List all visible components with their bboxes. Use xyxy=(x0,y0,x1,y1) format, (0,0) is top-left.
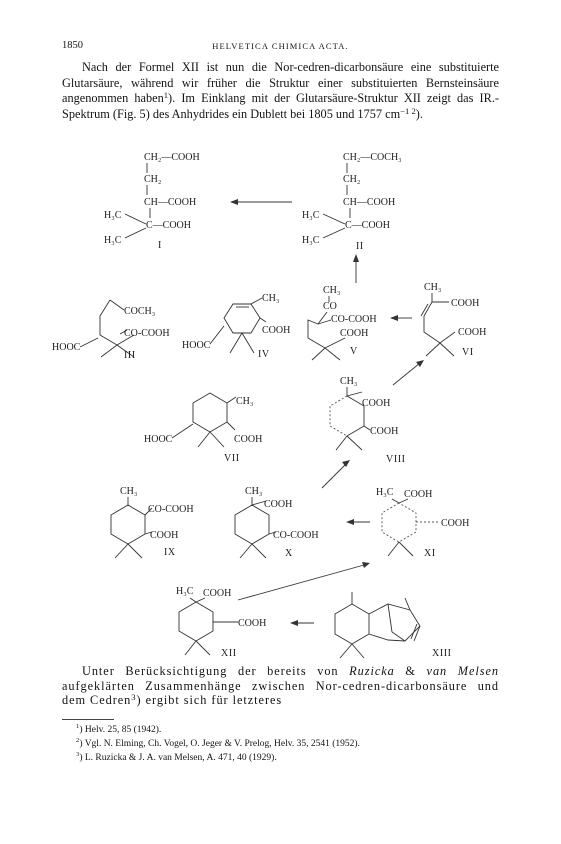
compound-XI-group-a: H₃C xyxy=(376,487,394,498)
compound-IX-group-a: CH₃ xyxy=(120,486,138,497)
compound-III-label: III xyxy=(124,350,136,361)
compound-II-line-4: C—COOH xyxy=(345,220,391,231)
footnote-1 xyxy=(76,725,161,735)
arrow-VIII-to-VI xyxy=(393,363,420,385)
compound-IV xyxy=(182,293,290,360)
compound-XI-label: XI xyxy=(424,548,436,559)
compound-V xyxy=(308,285,377,360)
compound-I-methyl-2: H₃C xyxy=(104,235,122,246)
paragraph-closing-text-2: aufgeklärten Zusammenhänge zwischen Nor-cedren-dicarbonsäure und dem Cedren xyxy=(62,678,499,707)
compound-VII-group-a: CH₃ xyxy=(236,396,254,407)
footnote-1-text: ) Helv. 25, 85 (1942). xyxy=(79,725,162,735)
compound-VII-label: VII xyxy=(224,453,240,464)
journal-title: HELVETICA CHIMICA ACTA. xyxy=(212,41,349,51)
compound-II-line-2: CH₂ xyxy=(343,174,361,185)
paragraph-closing-text-1: Unter Berücksichtigung der bereits von xyxy=(82,664,350,678)
compound-I-line-1: CH₂—COOH xyxy=(144,152,200,163)
compound-XII-label: XII xyxy=(221,648,237,659)
author-ruzicka: Ruzicka xyxy=(349,664,395,678)
compound-IX-group-b: CO-COOH xyxy=(148,504,194,515)
author-van-melsen: van Melsen xyxy=(426,664,499,678)
compound-XII-group-c: COOH xyxy=(238,618,267,629)
footnote-3 xyxy=(76,753,277,763)
footnote-3-number: 3 xyxy=(76,751,80,758)
compound-II-line-3: CH—COOH xyxy=(343,197,396,208)
compound-V-group-c: CO-COOH xyxy=(331,314,377,325)
compound-VIII-group-b: COOH xyxy=(362,398,391,409)
footnote-2-number: 2 xyxy=(76,737,80,744)
compound-V-group-a: CH₃ xyxy=(323,285,341,296)
compound-IV-group-b: COOH xyxy=(262,325,291,336)
compound-XIII-label: XIII xyxy=(432,648,452,659)
compound-VII xyxy=(144,393,262,464)
compound-II-line-1: CH₂—COCH₃ xyxy=(343,152,402,163)
compound-XII-group-b: COOH xyxy=(203,588,232,599)
paragraph-intro-text-1: Nach der Formel XII ist nun die Nor-cedren-dicarbonsäure eine substituierte Glutarsäure, während wir früher die Struktur einer substituierten Bernsteinsäure angenommen haben xyxy=(62,60,499,105)
compound-VI-label: VI xyxy=(462,347,474,358)
compound-V-label: V xyxy=(350,346,358,357)
compound-V-group-d: COOH xyxy=(340,328,369,339)
footnote-2 xyxy=(76,739,360,749)
paragraph-intro-text-2: ). Im Einklang mit der Glutarsäure-Struktur XII zeigt das IR.-Spektrum (Fig. 5) des Anhydrides ein Dublett bei 1805 und 1757 cm xyxy=(62,91,499,121)
compound-I-line-4: C—COOH xyxy=(146,220,192,231)
compound-VIII-group-a: CH₃ xyxy=(340,376,358,387)
compound-IV-group-a: CH₃ xyxy=(262,293,280,304)
compound-XI-group-c: COOH xyxy=(441,518,470,529)
compound-VIII-label: VIII xyxy=(386,454,406,465)
compound-VII-group-c: HOOC xyxy=(144,434,173,445)
compound-I-label: I xyxy=(158,240,162,251)
compound-III xyxy=(52,300,170,361)
compound-XII-group-a: H₃C xyxy=(176,586,194,597)
footnote-3-text: ) L. Ruzicka & J. A. van Melsen, A. 471, 40 (1929). xyxy=(79,753,277,763)
compound-I-line-3: CH—COOH xyxy=(144,197,197,208)
compound-VII-group-b: COOH xyxy=(234,434,263,445)
footnote-1-number: 1 xyxy=(76,723,80,730)
compound-X-label: X xyxy=(285,548,293,559)
compound-VI-group-a: CH₃ xyxy=(424,282,442,293)
compound-VIII xyxy=(330,376,406,465)
compound-IX-group-c: COOH xyxy=(150,530,179,541)
compound-XI xyxy=(376,487,469,559)
compound-II xyxy=(302,152,402,252)
compound-X-group-a: CH₃ xyxy=(245,486,263,497)
paragraph-closing-text-3: ) ergibt sich für letzteres xyxy=(136,693,283,707)
compound-I-line-2: CH₂ xyxy=(144,174,162,185)
compound-IV-label: IV xyxy=(258,349,270,360)
compound-XII xyxy=(176,586,266,659)
compound-III-group-b: CO-COOH xyxy=(124,328,170,339)
compound-II-label: II xyxy=(356,241,364,252)
compound-IV-group-c: HOOC xyxy=(182,340,211,351)
footnote-2-text: ) Vgl. N. Elming, Ch. Vogel, O. Jeger & V. Prelog, Helv. 35, 2541 (1952). xyxy=(79,739,360,749)
arrow-X-to-VIII xyxy=(322,464,346,488)
compound-VIII-group-c: COOH xyxy=(370,426,399,437)
paragraph-intro-text-3: ). xyxy=(415,106,423,121)
compound-VI-group-b: COOH xyxy=(451,298,480,309)
paragraph-closing xyxy=(62,664,499,708)
compound-X-group-b: COOH xyxy=(264,499,293,510)
footnote-divider xyxy=(62,719,114,720)
compound-II-methyl-1: H₃C xyxy=(302,210,320,221)
compound-V-group-b: CO xyxy=(323,301,337,312)
compound-IX-label: IX xyxy=(164,547,176,558)
compound-XI-group-b: COOH xyxy=(404,489,433,500)
footnote-ref-3[interactable]: 3 xyxy=(131,692,137,702)
footnote-ref-1[interactable]: 1 xyxy=(163,90,169,100)
compound-X-group-c: CO-COOH xyxy=(273,530,319,541)
compound-I xyxy=(104,152,200,251)
paragraph-closing-ampersand: & xyxy=(394,664,427,678)
arrow-XII-to-XI xyxy=(238,565,364,600)
compound-VI-group-c: COOH xyxy=(458,327,487,338)
compound-II-methyl-2: H₃C xyxy=(302,235,320,246)
compound-VI xyxy=(421,282,486,358)
compound-I-methyl-1: H₃C xyxy=(104,210,122,221)
compound-X xyxy=(235,486,319,559)
footnote-ref-2[interactable]: −1 2 xyxy=(400,105,416,116)
compound-XIII xyxy=(335,592,452,659)
compound-IX xyxy=(111,486,194,558)
page-number: 1850 xyxy=(62,40,83,51)
compound-III-group-a: COCH₃ xyxy=(124,306,156,317)
compound-III-group-c: HOOC xyxy=(52,342,81,353)
